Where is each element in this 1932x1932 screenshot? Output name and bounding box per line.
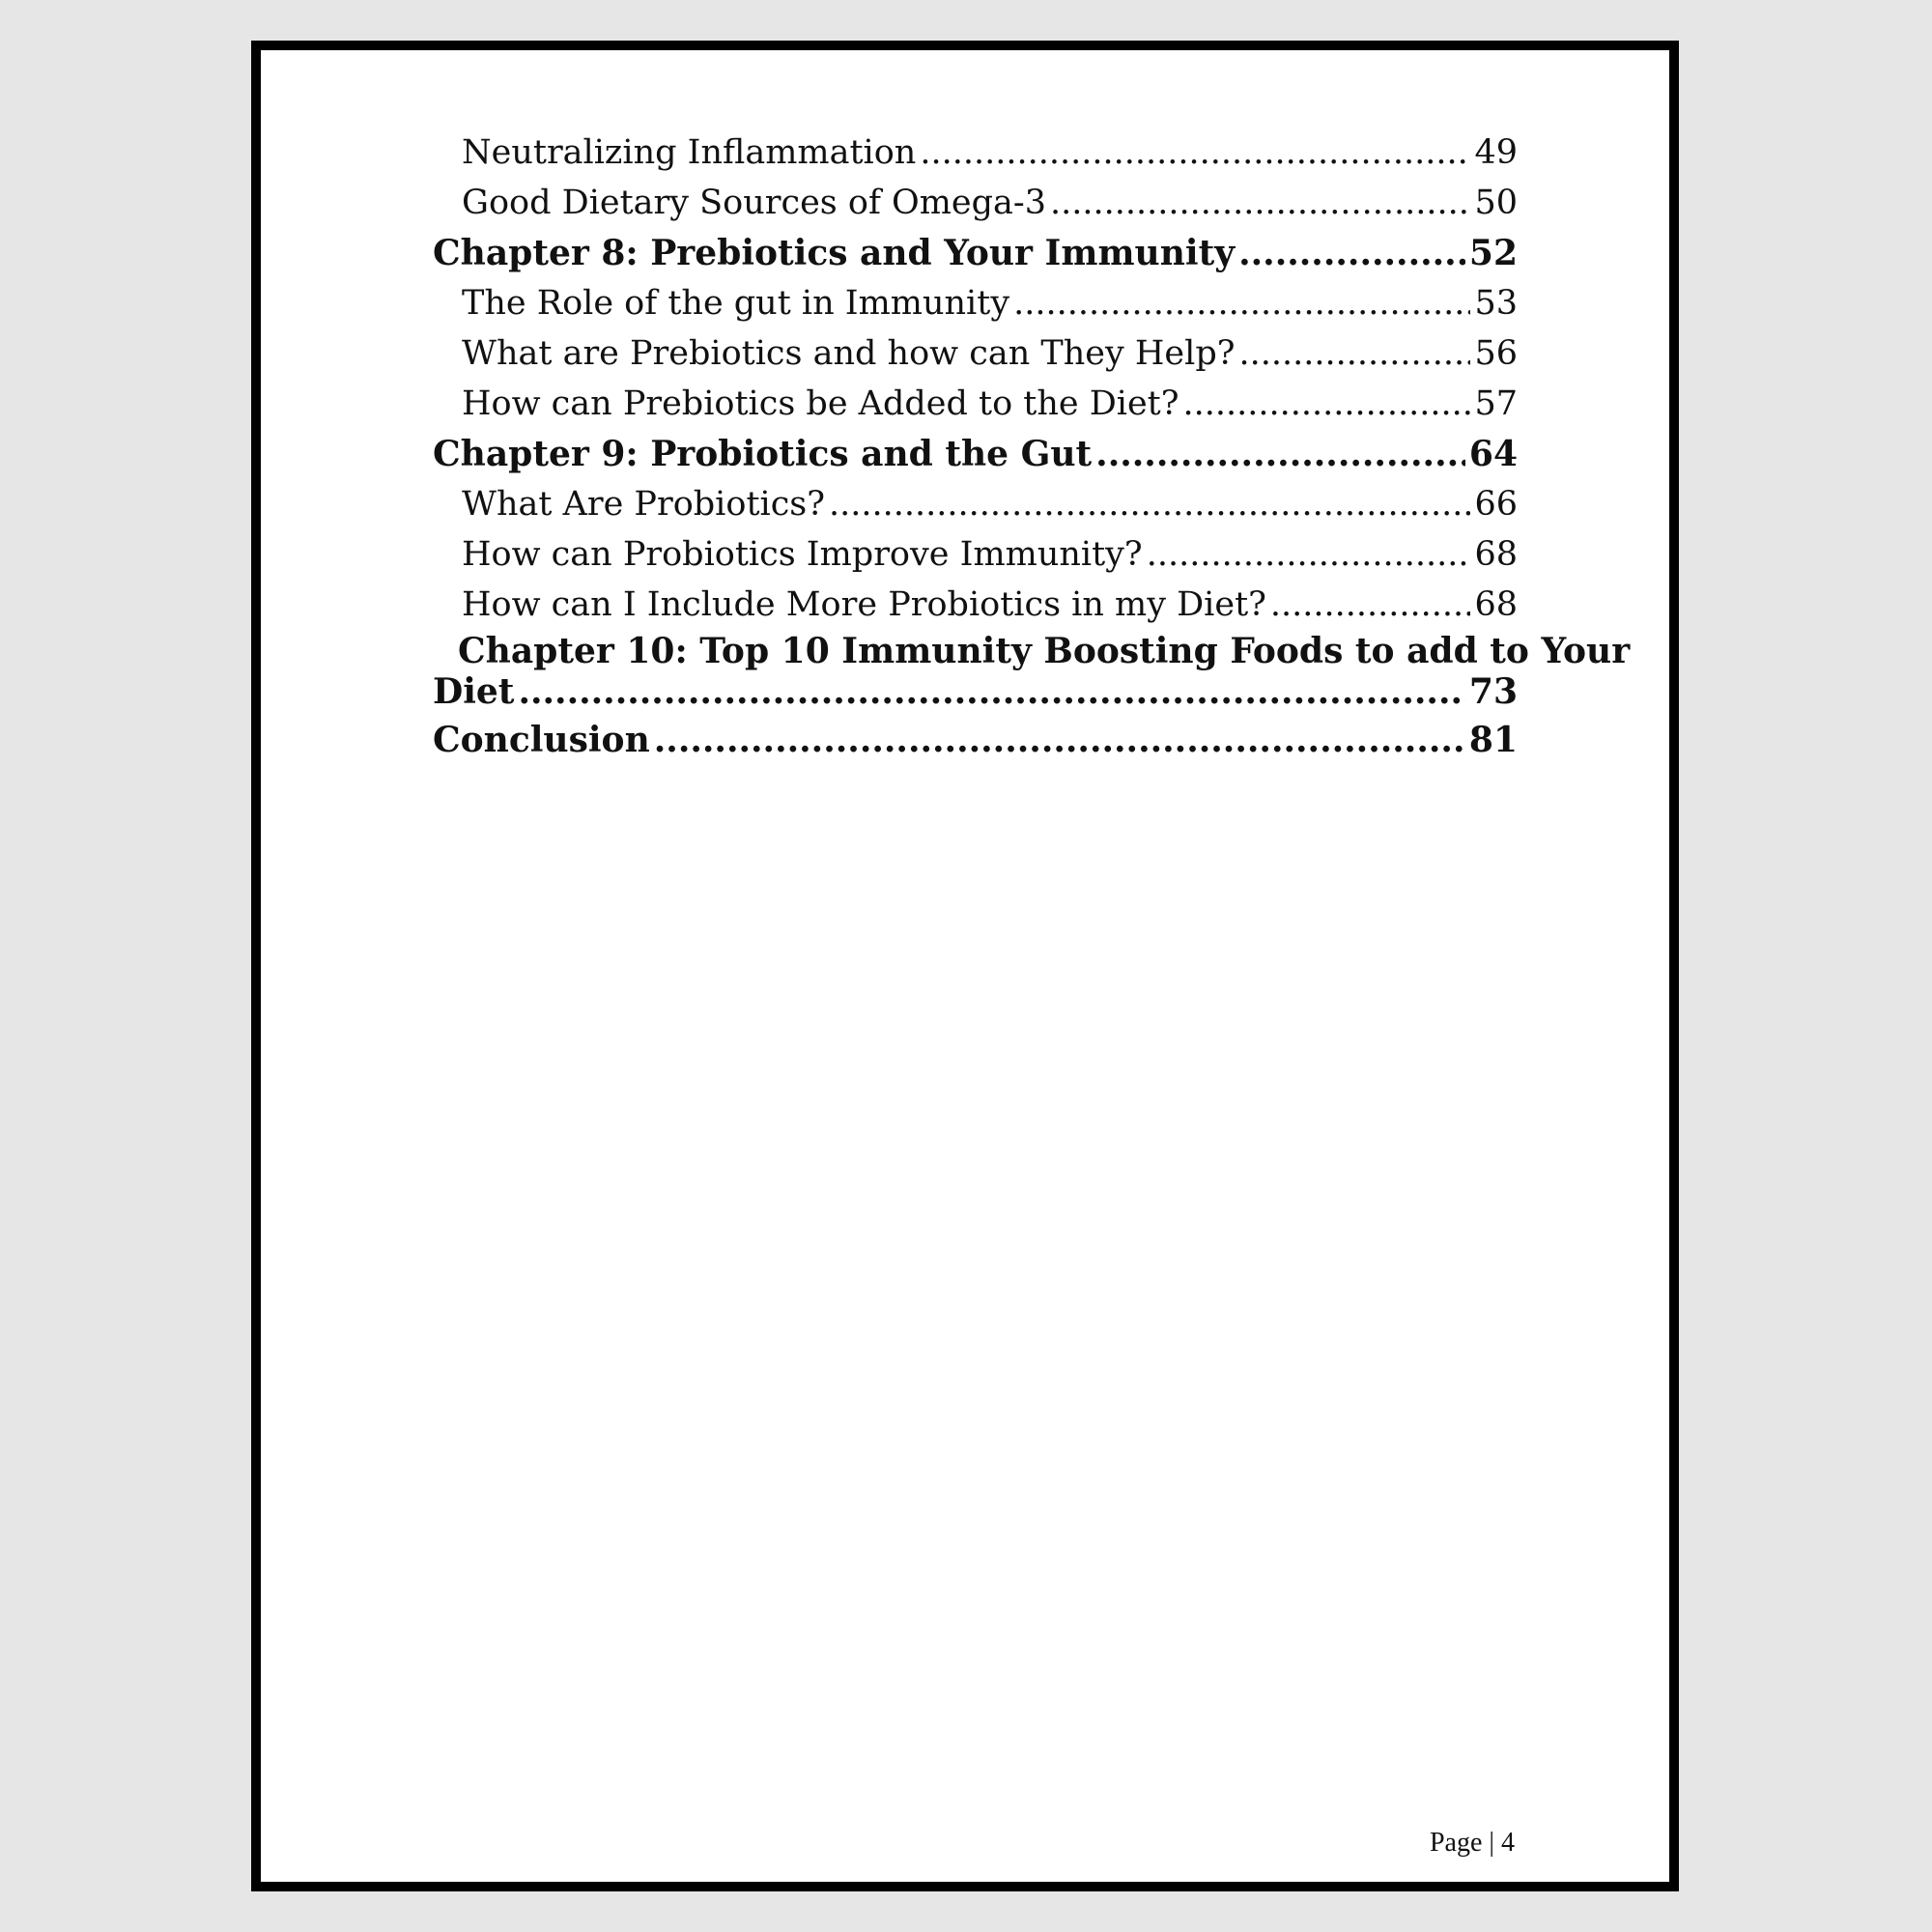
dot-leader [1238, 228, 1465, 278]
dot-leader [1050, 178, 1470, 228]
toc-entry-page: 56 [1474, 334, 1518, 373]
toc-entry[interactable] [433, 529, 1518, 580]
toc-chapter-entry[interactable] [433, 429, 1518, 479]
dot-leader [1183, 379, 1471, 429]
toc-entry[interactable] [433, 178, 1518, 228]
document-page [251, 41, 1679, 1891]
dot-leader [1270, 580, 1471, 630]
toc-entry-title: Good Dietary Sources of Omega-3 [462, 184, 1046, 222]
toc-entry-title: Neutralizing Inflammation [462, 133, 917, 172]
table-of-contents [433, 128, 1631, 765]
dot-leader [654, 715, 1465, 765]
dot-leader [1013, 278, 1470, 328]
toc-entry-page: 49 [1474, 133, 1518, 172]
dot-leader [1095, 429, 1465, 479]
toc-entry-title: How can Probiotics Improve Immunity? [462, 535, 1143, 574]
toc-entry-title: How can Prebiotics be Added to the Diet? [462, 384, 1179, 423]
toc-entry[interactable] [433, 379, 1518, 429]
toc-entry-page: 53 [1474, 284, 1518, 323]
dot-leader [829, 479, 1470, 529]
toc-chapter-entry[interactable] [433, 228, 1518, 278]
toc-entry-page: 68 [1474, 585, 1518, 624]
toc-entry-title: Chapter 9: Probiotics and the Gut [433, 434, 1093, 474]
toc-chapter-entry-line1[interactable] [433, 630, 1631, 672]
toc-chapter-entry[interactable] [433, 715, 1518, 765]
toc-entry-page: 50 [1474, 184, 1518, 222]
toc-entry-title: Conclusion [433, 720, 650, 760]
toc-entry-page: 64 [1468, 434, 1518, 474]
dot-leader [518, 672, 1464, 711]
toc-entry-title-continued: Diet [433, 671, 515, 712]
toc-entry-title: What are Prebiotics and how can They Help? [462, 334, 1236, 373]
dot-leader [1147, 529, 1471, 580]
toc-entry-page: 66 [1474, 485, 1518, 524]
toc-chapter-entry-line2[interactable] [433, 672, 1518, 711]
toc-entry-title: The Role of the gut in Immunity [462, 284, 1010, 323]
toc-entry[interactable] [433, 479, 1518, 529]
toc-entry-page: 57 [1474, 384, 1518, 423]
toc-entry[interactable] [433, 128, 1518, 178]
toc-entry[interactable] [433, 328, 1518, 379]
toc-entry-title: Chapter 8: Prebiotics and Your Immunity [433, 233, 1236, 273]
toc-entry-page: 73 [1468, 671, 1518, 712]
toc-entry-title: Chapter 10: Top 10 Immunity Boosting Foods to add to Your [458, 631, 1631, 671]
toc-entry-page: 68 [1474, 535, 1518, 574]
dot-leader [920, 128, 1470, 178]
toc-entry-title: How can I Include More Probiotics in my Diet? [462, 585, 1266, 624]
toc-entry-page: 81 [1468, 720, 1518, 760]
toc-entry[interactable] [433, 278, 1518, 328]
dot-leader [1239, 328, 1471, 379]
toc-entry-page: 52 [1468, 233, 1518, 273]
toc-entry[interactable] [433, 580, 1518, 630]
page-number-footer: Page | 4 [1429, 1828, 1515, 1858]
toc-entry-title: What Are Probiotics? [462, 485, 826, 524]
